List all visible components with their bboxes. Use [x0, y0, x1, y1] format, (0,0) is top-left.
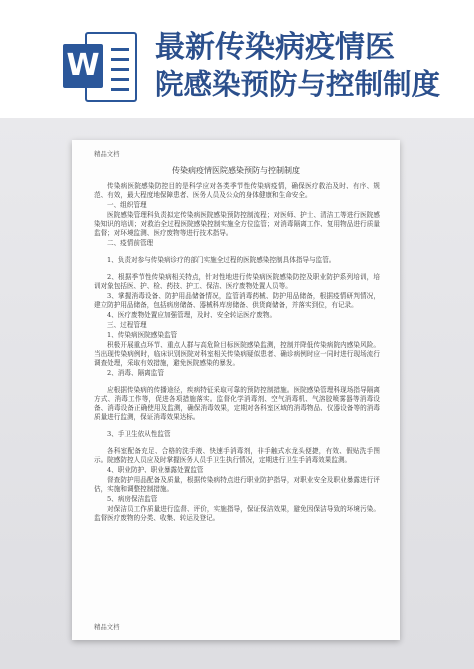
spacer [94, 249, 380, 256]
spacer [94, 379, 380, 386]
paragraph: 4、医疗废物处置应加强管理，及时、安全转运医疗废物。 [107, 311, 277, 319]
banner [0, 0, 474, 118]
paragraph: 对保洁员工作质量进行监督、评价，实施指导，保证保洁效果，避免因保洁导致的环境污染。监督医疗废物的分类、收集、转运及登记。 [94, 505, 380, 522]
section-heading: 3、手卫生依从性监管 [107, 430, 171, 438]
section-heading: 2、消毒、隔离监管 [107, 369, 164, 377]
paragraph: 3、掌握消毒设备、防护用品储备情况，监管消毒药械、防护用品储备，根据疫情研判情况，建立防护用品储备，包括病房储备、器械科库房储备、供货商储备，并落实到位，有记录。 [94, 292, 380, 309]
document-page [72, 140, 400, 640]
page-header: 精品文档 [94, 150, 120, 158]
document-body [94, 182, 380, 524]
section-heading: 5、病房保洁监管 [107, 495, 158, 503]
section-heading: 1、传染病医院感染监管 [107, 331, 178, 339]
spacer [94, 266, 380, 273]
paragraph: 应根据传染病的传播途径，疾病特征采取可靠的预防控制措施。医院感染管理科现场指导隔离方式、消毒工作等，促进各项措施落实。监督化学消毒剂、空气消毒机、气溶胶喷雾器等消毒设备、消毒设备正确使用及监测，确保消毒效果，定期对各科室区域的消毒物品、仪器设备等的消毒质量进行监测，保证消毒效果达标。 [94, 386, 380, 421]
document-title: 传染病疫情医院感染预防与控制制度 [172, 166, 300, 175]
page-footer: 精品文档 [94, 623, 120, 631]
section-heading: 一、组织管理 [107, 201, 147, 209]
paragraph: 1、负责对参与传染病诊疗的部门实施全过程的医院感染控制具体指导与监管。 [107, 256, 336, 264]
section-heading: 二、疫情前管理 [107, 239, 154, 247]
paragraph: 医院感染管理科负责拟定传染病医院感染预防控制流程；对医师、护士、清洁工等进行医院感染知识的培训；对救治全过程医院感染控制实施全方位监管；对消毒隔离工作、复用物品进行质量监督；对环境监测、医疗废物等进行技术指导。 [94, 211, 380, 237]
paragraph: 积极开展重点环节、重点人群与高危险目标医院感染监测，控制并降低传染病院内感染风险。当出现传染病例时，临床识别医院对科室相关传染病疑似患者、确诊病例时应一同时进行现场流行调查处理，采取有效措施，避免医院感染的暴发。 [94, 341, 380, 367]
spacer [94, 423, 380, 430]
banner-title-line-1: 最新传染病疫情医 [155, 30, 395, 65]
banner-title-line-2: 院感染预防与控制制度 [155, 68, 441, 101]
paragraph: 督查防护用品配备及质量，根据传染病特点进行职业防护指导，对职业安全及职业暴露进行评估，实施和调整控制措施。 [94, 476, 380, 493]
section-heading: 4、职业防护、职业暴露处置监管 [107, 466, 204, 474]
paragraph: 传染病医院感染防控目的是科学应对各类季节性传染病疫情，确保医疗救治及时、有序、规范、有效，最大程度地保障患者、医务人员及公众的身体健康和生命安全。 [94, 182, 380, 199]
paragraph: 各科室配备充足、合格的洗手液、快速手消毒剂，非手触式水龙头便捷，有效、假贴洗手图示。院感防控人员应及时掌握医务人员手卫生执行情况，定期进行卫生手消毒效果监测。 [94, 447, 380, 464]
word-badge-letter: W [63, 44, 103, 88]
section-heading: 三、过程管理 [107, 321, 147, 329]
paragraph: 2、根据季节性传染病相关特点，针对性地进行传染病医院感染防控及职业防护系列培训，培训对象包括医、护、检、药技、护工、保洁、医疗废物处置人员等。 [94, 273, 380, 290]
spacer [94, 440, 380, 447]
word-document-icon [63, 28, 139, 106]
